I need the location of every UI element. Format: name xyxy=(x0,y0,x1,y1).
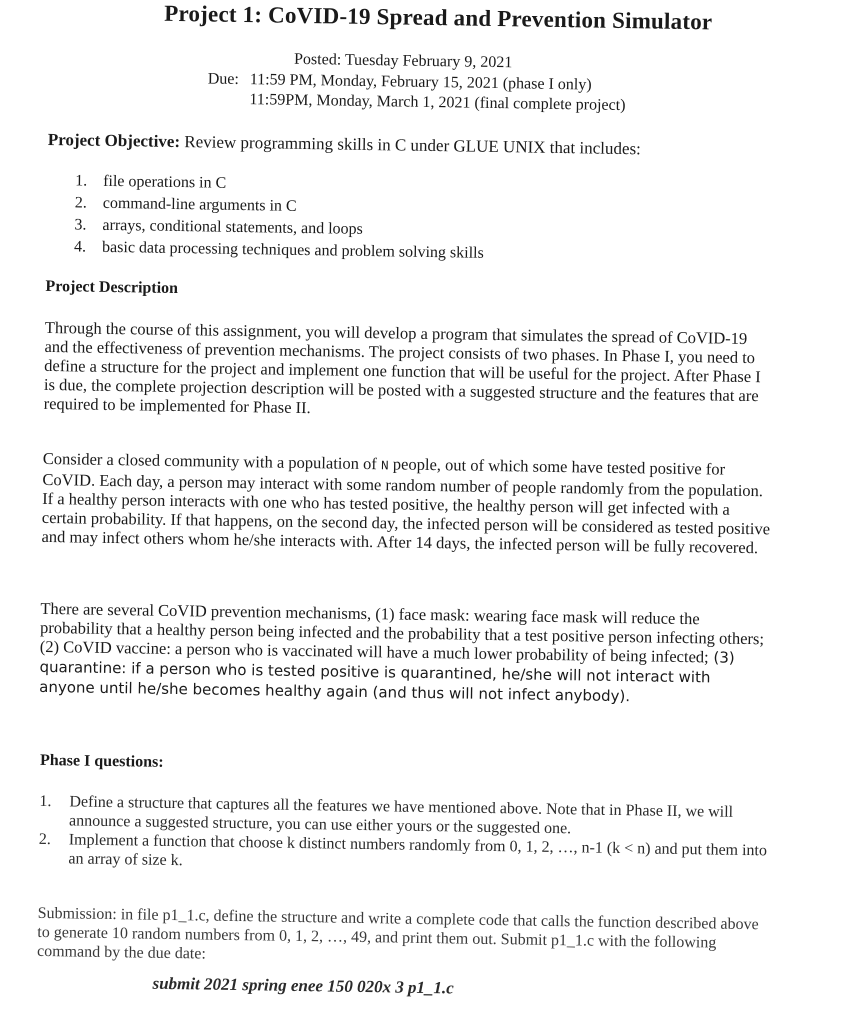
due-dates xyxy=(207,69,626,116)
list-item: 3. arrays, conditional statements, and loops xyxy=(74,216,363,238)
description-paragraph-3: There are several CoVID prevention mechanisms, (1) face mask: wearing face mask will reduce the probability that a healthy person being infected and the probability that a test positive person infecting others; (2) CoVID vaccine: a person who is vaccinated will have a much lower probability of being infected; (3) quarantine: if a person who is tested positive is quarantined, he/she will not interact with anyone until he/she becomes healthy again (and thus will not infect anybody). xyxy=(39,598,765,706)
due-final: 11:59PM, Monday, March 1, 2021 (final complete project) xyxy=(249,91,626,115)
objective-text: Review programming skills in C under GLUE UNIX that includes: xyxy=(184,132,642,159)
population-variable: N xyxy=(380,458,389,474)
objective-line xyxy=(48,130,641,159)
list-item: 2. command-line arguments in C xyxy=(74,194,297,215)
page-title: Project 1: CoVID-19 Spread and Prevention Simulator xyxy=(164,0,713,35)
list-item: 4. basic data processing techniques and problem solving skills xyxy=(73,238,484,262)
description-paragraph-1: Through the course of this assignment, you will develop a program that simulates the spread of CoVID-19 and the effectiveness of prevention mechanisms. The project consists of two phases. In Phase I, you need to define a structure for the project and implement one function that will be useful for the project. After Phase I is due, the complete projection description will be posted with a suggested structure and the features that are required to be implemented for Phase II. xyxy=(43,317,761,418)
objective-list xyxy=(74,170,485,264)
description-paragraph-2: Consider a closed community with a population of N people, out of which some have tested positive for CoVID. Each day, a person may interact with some random number of people randomly from the population. If a healthy person interacts with one who has tested positive, the healthy person will get infected with a certain probability. If that happens, on the second day, the infected person will be considered as tested positive and may infect others whom he/she interacts with. After 14 days, the infected person will be fully recovered. xyxy=(41,448,771,558)
submit-command: submit 2021 spring enee 150 020x 3 p1_1.c xyxy=(152,973,454,998)
phase1-list xyxy=(38,792,769,879)
phase1-heading: Phase I questions: xyxy=(39,751,164,771)
due-phase1: 11:59 PM, Monday, February 15, 2021 (phase I only) xyxy=(249,71,592,94)
objective-label: Project Objective: xyxy=(47,129,181,152)
description-heading: Project Description xyxy=(45,277,179,298)
submission-text: Submission: in file p1_1.c, define the structure and write a complete code that calls the function described above to generate 10 random numbers from 0, 1, 2, …, 49, and print them out. Submit p1_1.c with the following command by the due date: xyxy=(36,904,759,963)
list-item: 1. Define a structure that captures all the features we have mentioned above. Note that in Phase II, we will announce a suggested structure, you can use either yours or the suggested one. xyxy=(39,792,734,838)
list-item: 1. file operations in C xyxy=(75,172,227,192)
list-item: 2. Implement a function that choose k distinct numbers randomly from 0, 1, 2, …, n-1 (k < n) and put them into an array of size k. xyxy=(38,830,768,870)
due-label: Due: xyxy=(207,70,240,88)
posted-date: Posted: Tuesday February 9, 2021 xyxy=(293,50,513,72)
